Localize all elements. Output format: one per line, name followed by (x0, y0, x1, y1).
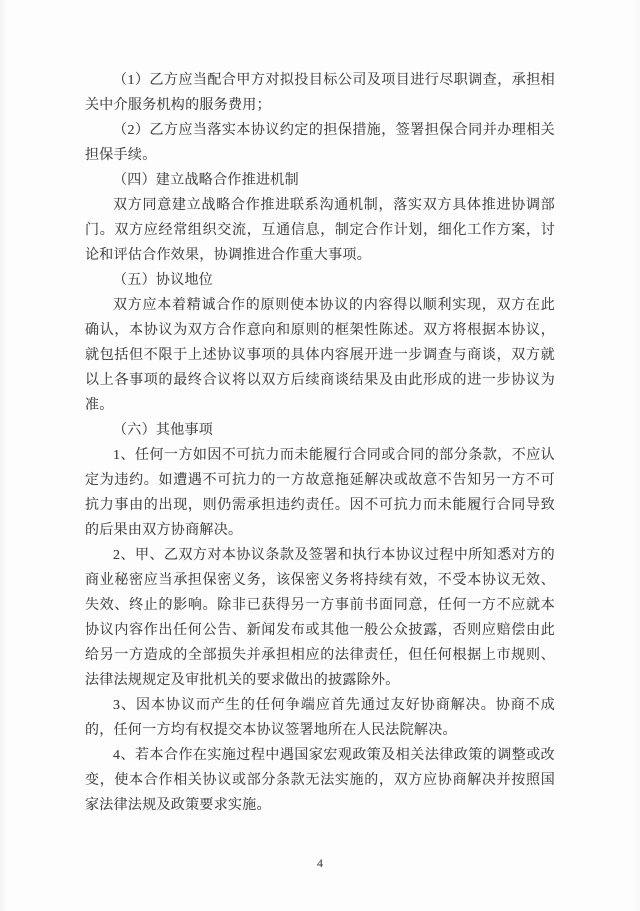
section-heading: （六）其他事项 (113, 423, 214, 438)
clause-paragraph: 2、甲、乙双方对本协议条款及签署和执行本协议过程中所知悉对方的商业秘密应当承担保密义务，该保密义务将持续有效，不受本协议无效、失效、终止的影响。除非已获得另一方事前书面同意，任何一方不应就本协议内容作出任何公告、新闻发布或其他一般公众披露，否则应赔偿由此给另一方造成的全部损失并承担相应的法律责任，但任何根据上市规则、法律法规规定及审批机关的要求做出的披露除外。 (85, 548, 555, 688)
section-heading: （五）协议地位 (113, 273, 214, 288)
clause-paragraph: （1）乙方应当配合甲方对拟投目标公司及项目进行尽职调查，承担相关中介服务机构的服务费用； (85, 73, 555, 113)
page-number: 4 (317, 856, 323, 870)
section-heading: （四）建立战略合作推进机制 (113, 173, 299, 188)
clause-paragraph: 1、任何一方如因不可抗力而未能履行合同或合同的部分条款，不应认定为违约。如遭遇不可抗力的一方故意拖延解决或故意不告知另一方不可抗力事由的出现，则仍需承担违约责任。因不可抗力而未能履行合同导致的后果由双方协商解决。 (85, 448, 555, 538)
clause-paragraph: 3、因本协议而产生的任何争端应首先通过友好协商解决。协商不成的，任何一方均有权提交本协议签署地所在人民法院解决。 (85, 698, 555, 738)
clause-paragraph: （2）乙方应当落实本协议约定的担保措施，签署担保合同并办理相关担保手续。 (85, 123, 555, 163)
clause-paragraph: 4、若本合作在实施过程中遇国家宏观政策及相关法律政策的调整或改变，使本合作相关协议或部分条款无法实施的，双方应协商解决并按照国家法律法规及政策要求实施。 (85, 748, 555, 813)
clause-paragraph: 双方应本着精诚合作的原则使本协议的内容得以顺利实现，双方在此确认，本协议为双方合作意向和原则的框架性陈述。双方将根据本协议，就包括但不限于上述协议事项的具体内容展开进一步调查与商谈，双方就以上各事项的最终合议将以双方后续商谈结果及由此形成的进一步协议为准。 (85, 298, 555, 413)
clause-paragraph: 双方同意建立战略合作推进联系沟通机制，落实双方具体推进协调部门。双方应经常组织交流，互通信息，制定合作计划，细化工作方案，讨论和评估合作效果，协调推进合作重大事项。 (85, 198, 555, 263)
contract-text-block (85, 68, 555, 818)
